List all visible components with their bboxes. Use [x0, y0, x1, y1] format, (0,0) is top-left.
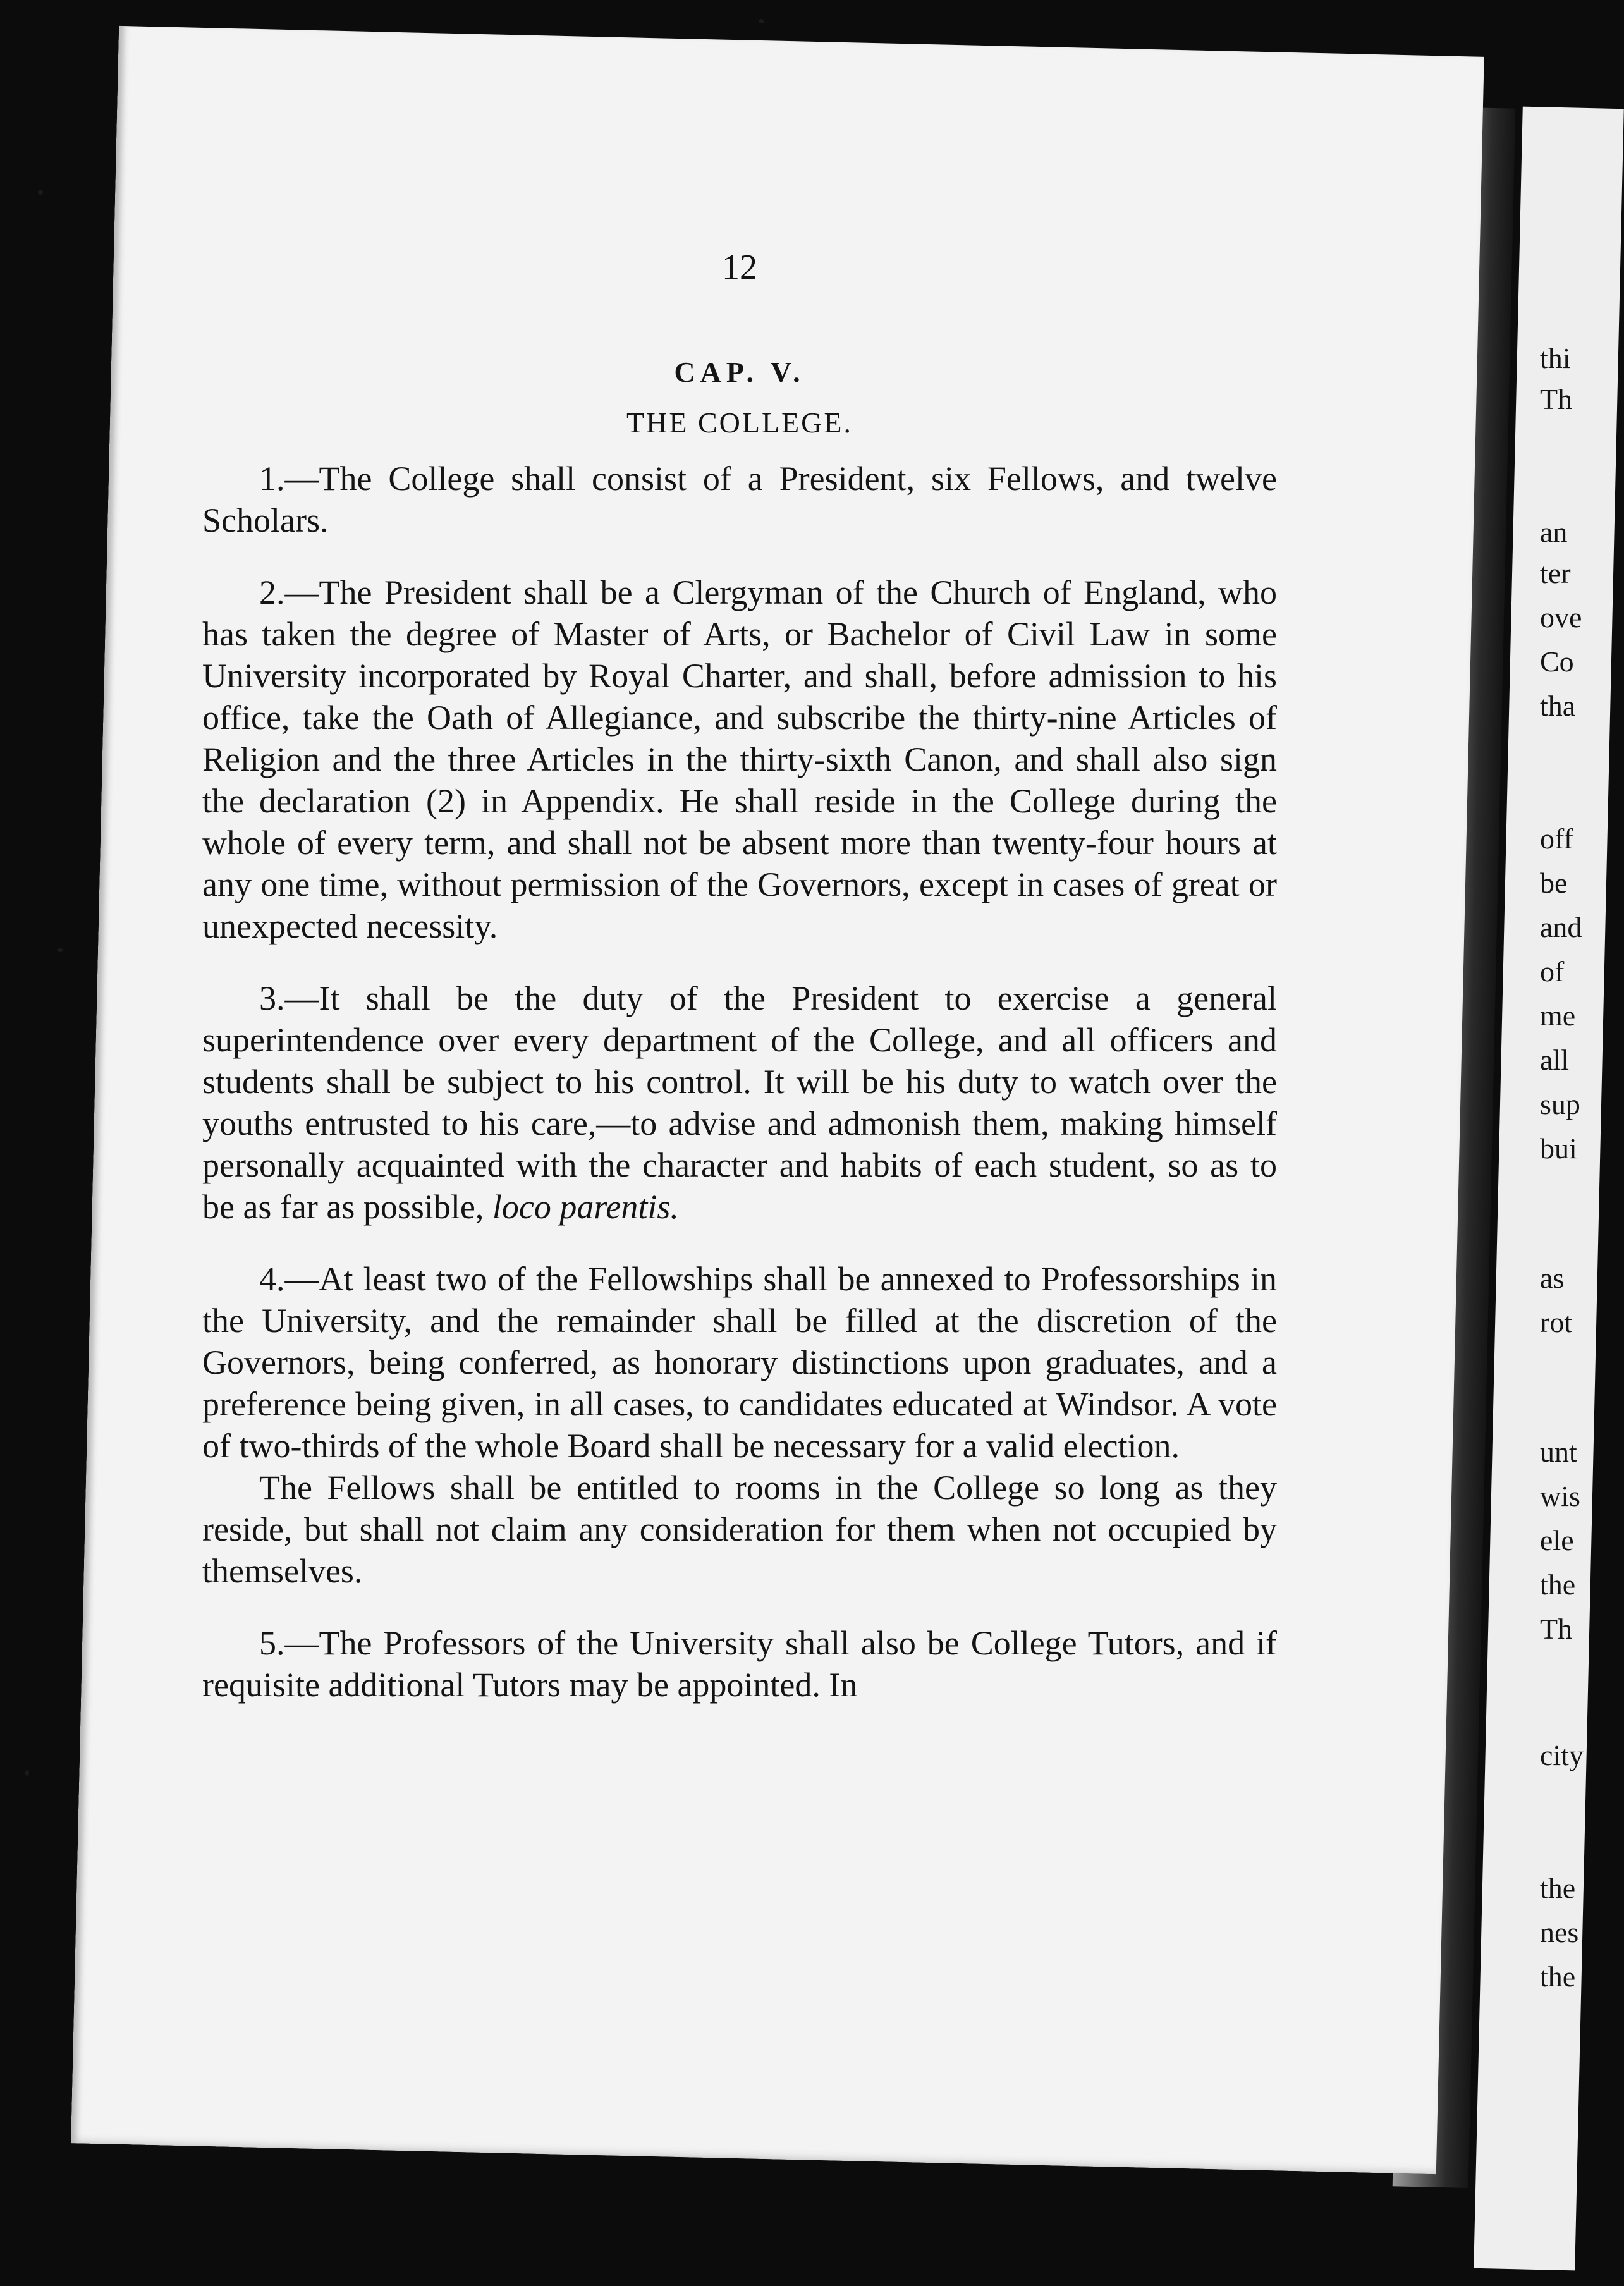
adjacent-fragment: and	[1540, 911, 1582, 943]
adjacent-fragment: ter	[1540, 557, 1571, 589]
paragraph-3-latin: loco parentis.	[492, 1188, 679, 1226]
adjacent-fragment: sup	[1540, 1088, 1580, 1120]
paragraph-4b: The Fellows shall be entitled to rooms in the College so long as they reside, but shall not claim any consideration for them when not occupied by themselves.	[202, 1469, 1277, 1590]
scan-speck	[57, 948, 63, 952]
paragraph-2: 2.—The President shall be a Clergyman of the Church of England, who has taken the degree of Master of Arts, or Bachelor of Civil Law in some University incorporated by Royal Charter, and shall, before admission to his office, take the Oath of Allegiance, and subscribe the thirty-nine Articles of Religion and the three Articles in the thirty-sixth Canon, and shall also sign the declaration (2) in Appendix. He shall reside in the College during the whole of every term, and shall not be absent more than twenty-four hours at any one time, without permission of the Governors, except in cases of great or unexpected necessity.	[202, 573, 1277, 945]
adjacent-fragment: ove	[1540, 601, 1582, 633]
adjacent-fragment: off	[1540, 822, 1573, 855]
adjacent-fragment: rot	[1540, 1306, 1573, 1338]
adjacent-fragment: city	[1540, 1739, 1584, 1771]
scan-speck	[759, 19, 764, 23]
adjacent-fragment: the	[1540, 1568, 1576, 1601]
adjacent-fragment: me	[1540, 999, 1576, 1032]
paragraph-1: 1.—The College shall consist of a President, six Fellows, and twelve Scholars.	[202, 460, 1277, 539]
adjacent-fragment: the	[1540, 1960, 1576, 1993]
scan-speck	[38, 190, 43, 195]
adjacent-fragment: be	[1540, 867, 1568, 899]
adjacent-fragment: ele	[1540, 1524, 1574, 1556]
adjacent-fragment: an	[1540, 516, 1568, 548]
paragraph-3-text: 3.—It shall be the duty of the President to exercise a general superintendence over every department of the College, and all officers and students shall be subject to his control. It will be his duty to watch over the youths entrusted to his care,—to advise and admonish them, making himself personally acquainted with the character and habits of each student, so as to be as far as possible,	[202, 979, 1277, 1226]
adjacent-fragment: wis	[1540, 1480, 1580, 1512]
adjacent-fragment: all	[1540, 1044, 1569, 1076]
adjacent-fragment: tha	[1540, 690, 1576, 722]
adjacent-fragment: Co	[1540, 645, 1574, 678]
scan-speck	[25, 1770, 29, 1776]
paragraph-3	[202, 977, 1277, 1228]
adjacent-fragment: Th	[1540, 1613, 1573, 1645]
page-text	[202, 247, 1277, 1736]
page-number: 12	[722, 248, 757, 287]
adjacent-fragment: of	[1540, 955, 1565, 987]
adjacent-fragment: Th	[1540, 383, 1573, 415]
adjacent-fragment: thi	[1540, 342, 1571, 374]
adjacent-fragment: nes	[1540, 1916, 1579, 1948]
paragraph-5: 5.—The Professors of the University shall also be College Tutors, and if requisite additional Tutors may be appointed. In	[202, 1624, 1277, 1704]
paragraph-4: 4.—At least two of the Fellowships shall be annexed to Professorships in the University, and the remainder shall be filled at the discretion of the Governors, being conferred, as honorary distinctions upon graduates, and a preference being given, in all cases, to candidates educated at Windsor. A vote of two-thirds of the whole Board shall be necessary for a valid election.	[202, 1260, 1277, 1465]
adjacent-fragment: unt	[1540, 1436, 1577, 1468]
adjacent-fragment: the	[1540, 1872, 1576, 1904]
chapter-heading: CAP. V.	[674, 356, 805, 388]
adjacent-fragment: bui	[1540, 1132, 1577, 1164]
section-title: THE COLLEGE.	[626, 406, 853, 439]
adjacent-fragment: as	[1540, 1262, 1565, 1294]
